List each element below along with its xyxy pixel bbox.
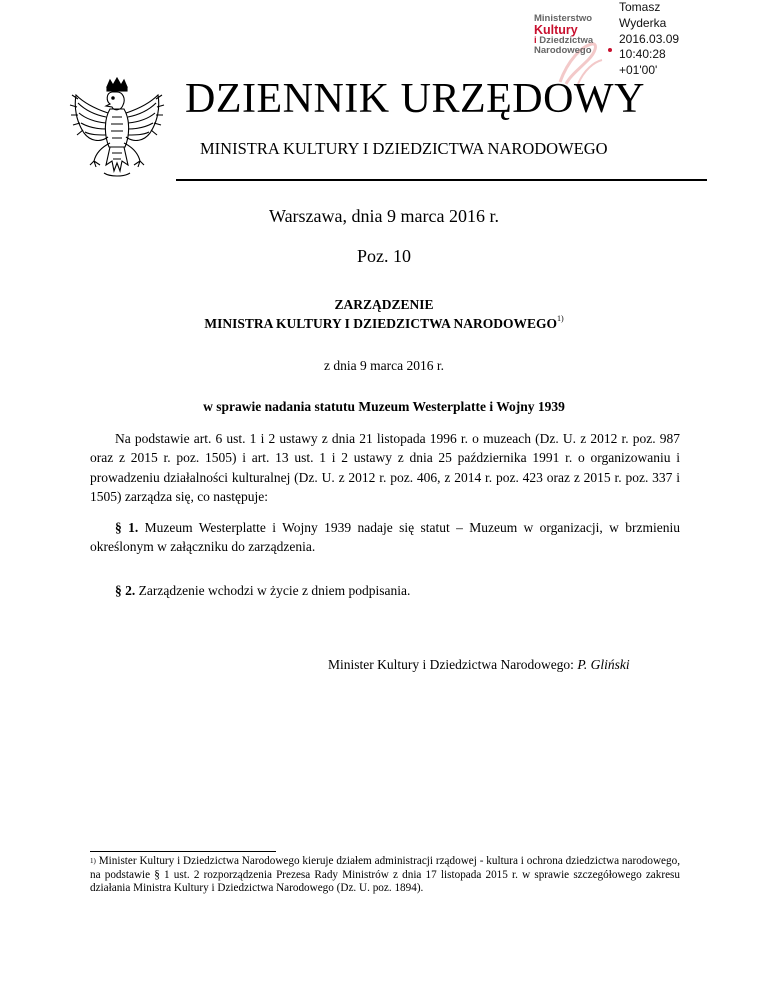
footnote-text: Minister Kultury i Dziedzictwa Narodowego kieruje działem administracji rządowej - kultura i ochrona dziedzictwa narodowego, na podstawie § 1 ust. 2 rozporządzenia Prezesa Rady Ministrów z dnia 17 listopada 2015 r. w sprawie szczegółowego zakresu działania Ministra Kultury i Dziedzictwa Narodowego (Dz. U. poz. 1894).	[90, 855, 680, 895]
act-type: ZARZĄDZENIE	[334, 297, 434, 312]
section-1-paragraph	[90, 518, 680, 557]
section-1-text: Muzeum Westerplatte i Wojny 1939 nadaje się statut – Muzeum w organizacji, w brzmieniu określonym w załączniku do zarządzenia.	[90, 520, 680, 555]
polish-eagle-emblem-icon	[66, 77, 168, 187]
footnote-divider	[90, 851, 276, 852]
signer-last-name: Wyderka	[619, 15, 667, 30]
section-2-label: § 2.	[115, 583, 136, 598]
section-1-label: § 1.	[115, 520, 139, 535]
act-subject: w sprawie nadania statutu Muzeum Westerplatte i Wojny 1939	[203, 399, 565, 414]
footnote-reference: 1)	[556, 314, 564, 323]
legal-basis-paragraph	[90, 429, 680, 506]
act-issuer	[0, 316, 768, 332]
logo-line-3-rest: Dziedzictwa	[536, 35, 594, 46]
sign-date: 2016.03.09	[619, 31, 680, 46]
signature-line	[328, 657, 630, 673]
footnote-marker: 1)	[90, 857, 96, 865]
publication-position: Poz. 10	[357, 246, 411, 266]
journal-title: DZIENNIK URZĘDOWY	[185, 76, 645, 122]
section-2-paragraph	[90, 581, 680, 600]
sign-time: 10:40:28	[619, 47, 666, 62]
digital-signature-stamp	[520, 0, 700, 85]
footnote	[90, 855, 680, 896]
logo-dot	[608, 48, 612, 52]
signature-name: P. Gliński	[577, 657, 630, 672]
logo-line-1: Ministerstwo	[534, 13, 593, 24]
act-date: z dnia 9 marca 2016 r.	[324, 358, 444, 373]
logo-line-4: Narodowego	[534, 45, 592, 56]
legal-basis-text: Na podstawie art. 6 ust. 1 i 2 ustawy z dnia 21 listopada 1996 r. o muzeach (Dz. U. z 2012 r. poz. 987 oraz z 2015 r. poz. 1505) i art. 13 ust. 1 i 2 ustawy z dnia 25 października 1991 r. o organizowaniu i prowadzeniu działalności kulturalnej (Dz. U. z 2012 r. poz. 406, z 2014 r. poz. 423 oraz z 2015 r. poz. 337 i 1505) zarządza się, co następuje:	[90, 431, 680, 504]
signer-first-name: Tomasz	[619, 0, 661, 14]
section-2-text: Zarządzenie wchodzi w życie z dniem podpisania.	[135, 583, 411, 598]
logo-line-3-first: i	[534, 35, 537, 46]
act-issuer-text: MINISTRA KULTURY I DZIEDZICTWA NARODOWEGO	[204, 316, 557, 331]
logo-line-2: Kultury	[534, 23, 578, 37]
journal-subtitle: MINISTRA KULTURY I DZIEDZICTWA NARODOWEGO	[200, 139, 608, 158]
ministry-logo	[534, 14, 612, 56]
sign-timezone: +01'00'	[619, 63, 658, 78]
signature-role: Minister Kultury i Dziedzictwa Narodowego:	[328, 657, 574, 672]
publication-place-date: Warszawa, dnia 9 marca 2016 r.	[269, 206, 499, 226]
signature-details	[619, 0, 679, 79]
header-divider	[176, 179, 707, 181]
